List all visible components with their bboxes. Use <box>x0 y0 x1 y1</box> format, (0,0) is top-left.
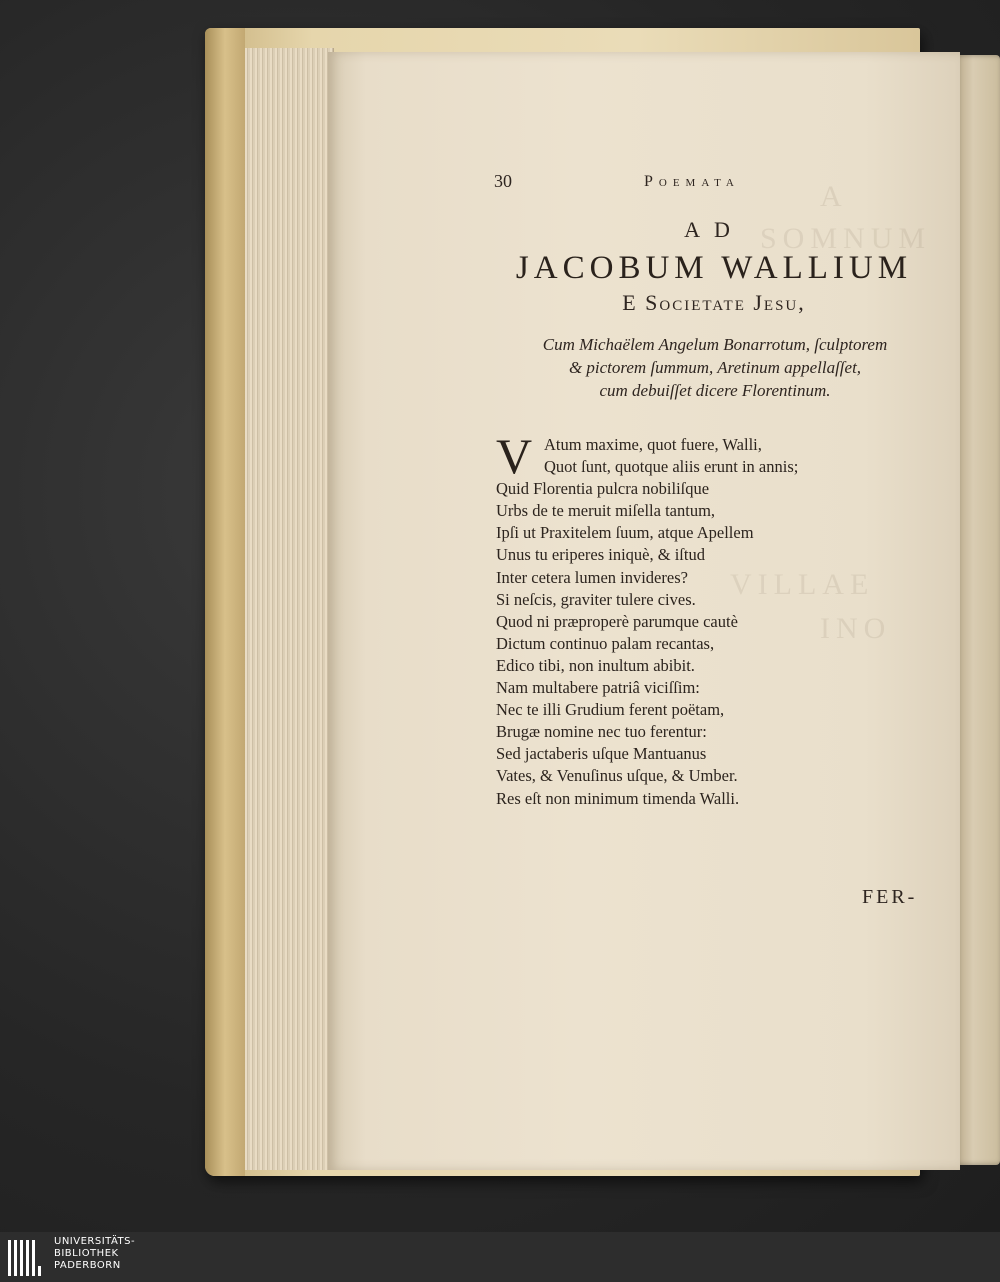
subtitle-line: Cum Michaëlem Angelum Bonarrotum, ſculptorem <box>542 335 888 354</box>
subtitle <box>480 333 950 402</box>
show-through-2: SOMNUM <box>760 222 932 255</box>
subtitle-line: cum debuiſſet dicere Florentinum. <box>599 381 831 400</box>
poem-line: Unus tu eriperes iniquè, & iſtud <box>496 545 705 565</box>
poem-line: Edico tibi, non inultum abibit. <box>496 655 695 675</box>
poem-line: Ipſi ut Praxitelem ſuum, atque Apellem <box>496 523 754 543</box>
poem-line: Res eſt non minimum timenda Walli. <box>496 788 740 808</box>
running-head <box>494 171 934 193</box>
poem-line: Si neſcis, graviter tulere cives. <box>496 589 696 609</box>
poem-line: Inter cetera lumen invideres? <box>496 567 688 587</box>
running-title: Poemata <box>644 173 740 190</box>
poem-line: Sed jactaberis uſque Mantuanus <box>496 744 707 764</box>
facing-page-edge <box>955 55 1000 1165</box>
library-name <box>54 1236 135 1272</box>
drop-cap: V <box>496 428 533 484</box>
library-name-line: PADERBORN <box>54 1260 121 1271</box>
library-name-line: UNIVERSITÄTS- <box>54 1236 136 1247</box>
poem-line: Nec te illi Grudium ferent poëtam, <box>496 700 725 720</box>
show-through-1: A <box>820 180 848 213</box>
show-through-3: VILLAE <box>730 568 875 601</box>
poem-line: Atum maxime, quot fuere, Walli, <box>544 435 762 454</box>
poem-line: Nam multabere patriâ viciſſim: <box>496 678 700 698</box>
poem-line: Brugæ nomine nec tuo ferentur: <box>496 722 707 742</box>
poem-line: Quid Florentia pulcra nobiliſque <box>496 479 710 499</box>
poem-line: Dictum continuo palam recantas, <box>496 633 715 653</box>
library-footer <box>0 1232 1000 1282</box>
poem-line: Urbs de te meruit miſella tantum, <box>496 501 716 521</box>
title-ad: AD <box>684 217 744 242</box>
page-stack <box>245 48 334 1170</box>
show-through-4: INO <box>820 612 892 645</box>
library-name-line: BIBLIOTHEK <box>54 1248 119 1259</box>
page-number: 30 <box>494 171 512 191</box>
poem-line: Vates, & Venuſinus uſque, & Umber. <box>496 766 738 786</box>
subtitle-line: & pictorem ſummum, Aretinum appellaſſet, <box>568 358 862 377</box>
poem-line: Quod ni præproperè parumque cautè <box>496 611 738 631</box>
book-spine <box>205 28 245 1176</box>
title-society: E Societate Jesu, <box>622 290 806 315</box>
catchword: FER- <box>862 886 918 908</box>
title-name: JACOBUM WALLIUM <box>515 250 913 286</box>
poem-line: Quot ſunt, quotque aliis erunt in annis; <box>544 457 799 477</box>
poem-body <box>496 428 936 810</box>
library-logo-icon <box>6 1236 46 1280</box>
